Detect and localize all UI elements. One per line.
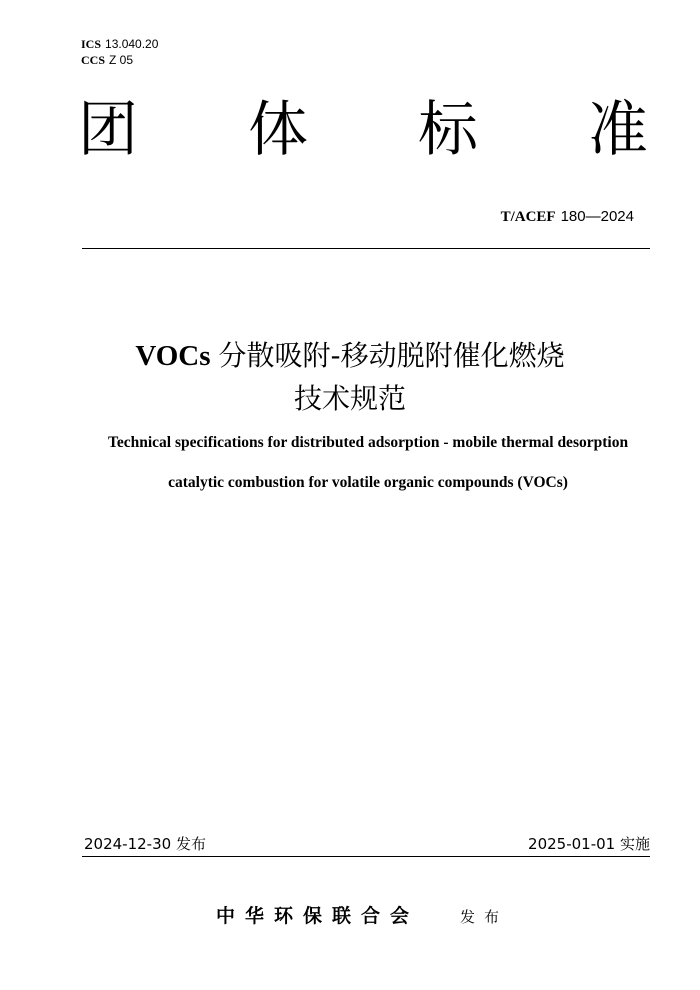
document-type-heading — [78, 92, 648, 168]
english-title-line-1: Technical specifications for distributed adsorption - mobile thermal desorption — [107, 434, 629, 451]
standard-number-value: 180—2024 — [560, 208, 634, 225]
top-divider — [82, 248, 650, 249]
implementation-date: 2025-01-01 实施 — [528, 835, 650, 853]
chinese-title-line-2 — [0, 381, 700, 418]
heading-char: 标 — [418, 95, 478, 165]
chinese-title-text-1: 分散吸附-移动脱附催化燃烧 — [218, 339, 565, 372]
issuing-organization: 中华环保联合会 — [216, 905, 420, 927]
english-title-line-2: catalytic combustion for volatile organic compounds (VOCs) — [168, 474, 568, 491]
date-row — [82, 834, 650, 854]
ccs-value: Z 05 — [109, 53, 134, 67]
release-date: 2024-12-30 发布 — [84, 835, 206, 853]
chinese-title-line-1 — [0, 338, 700, 375]
ics-value: 13.040.20 — [105, 37, 159, 51]
standard-number-prefix: T/ACEF — [500, 209, 556, 225]
ccs-label: CCS — [81, 53, 106, 67]
bottom-divider — [82, 856, 650, 857]
heading-char: 团 — [78, 95, 138, 165]
ics-code — [81, 36, 158, 52]
standard-number — [501, 207, 634, 227]
classification-codes — [81, 36, 158, 68]
ccs-code — [81, 52, 158, 68]
chinese-title-text-2: 技术规范 — [293, 382, 406, 415]
ics-label: ICS — [81, 37, 102, 51]
issue-label: 发布 — [460, 908, 509, 926]
issuer-row — [0, 902, 700, 930]
heading-char: 体 — [248, 95, 308, 165]
chinese-title-latin-part: VOCs — [135, 340, 211, 372]
heading-char: 准 — [588, 95, 648, 165]
